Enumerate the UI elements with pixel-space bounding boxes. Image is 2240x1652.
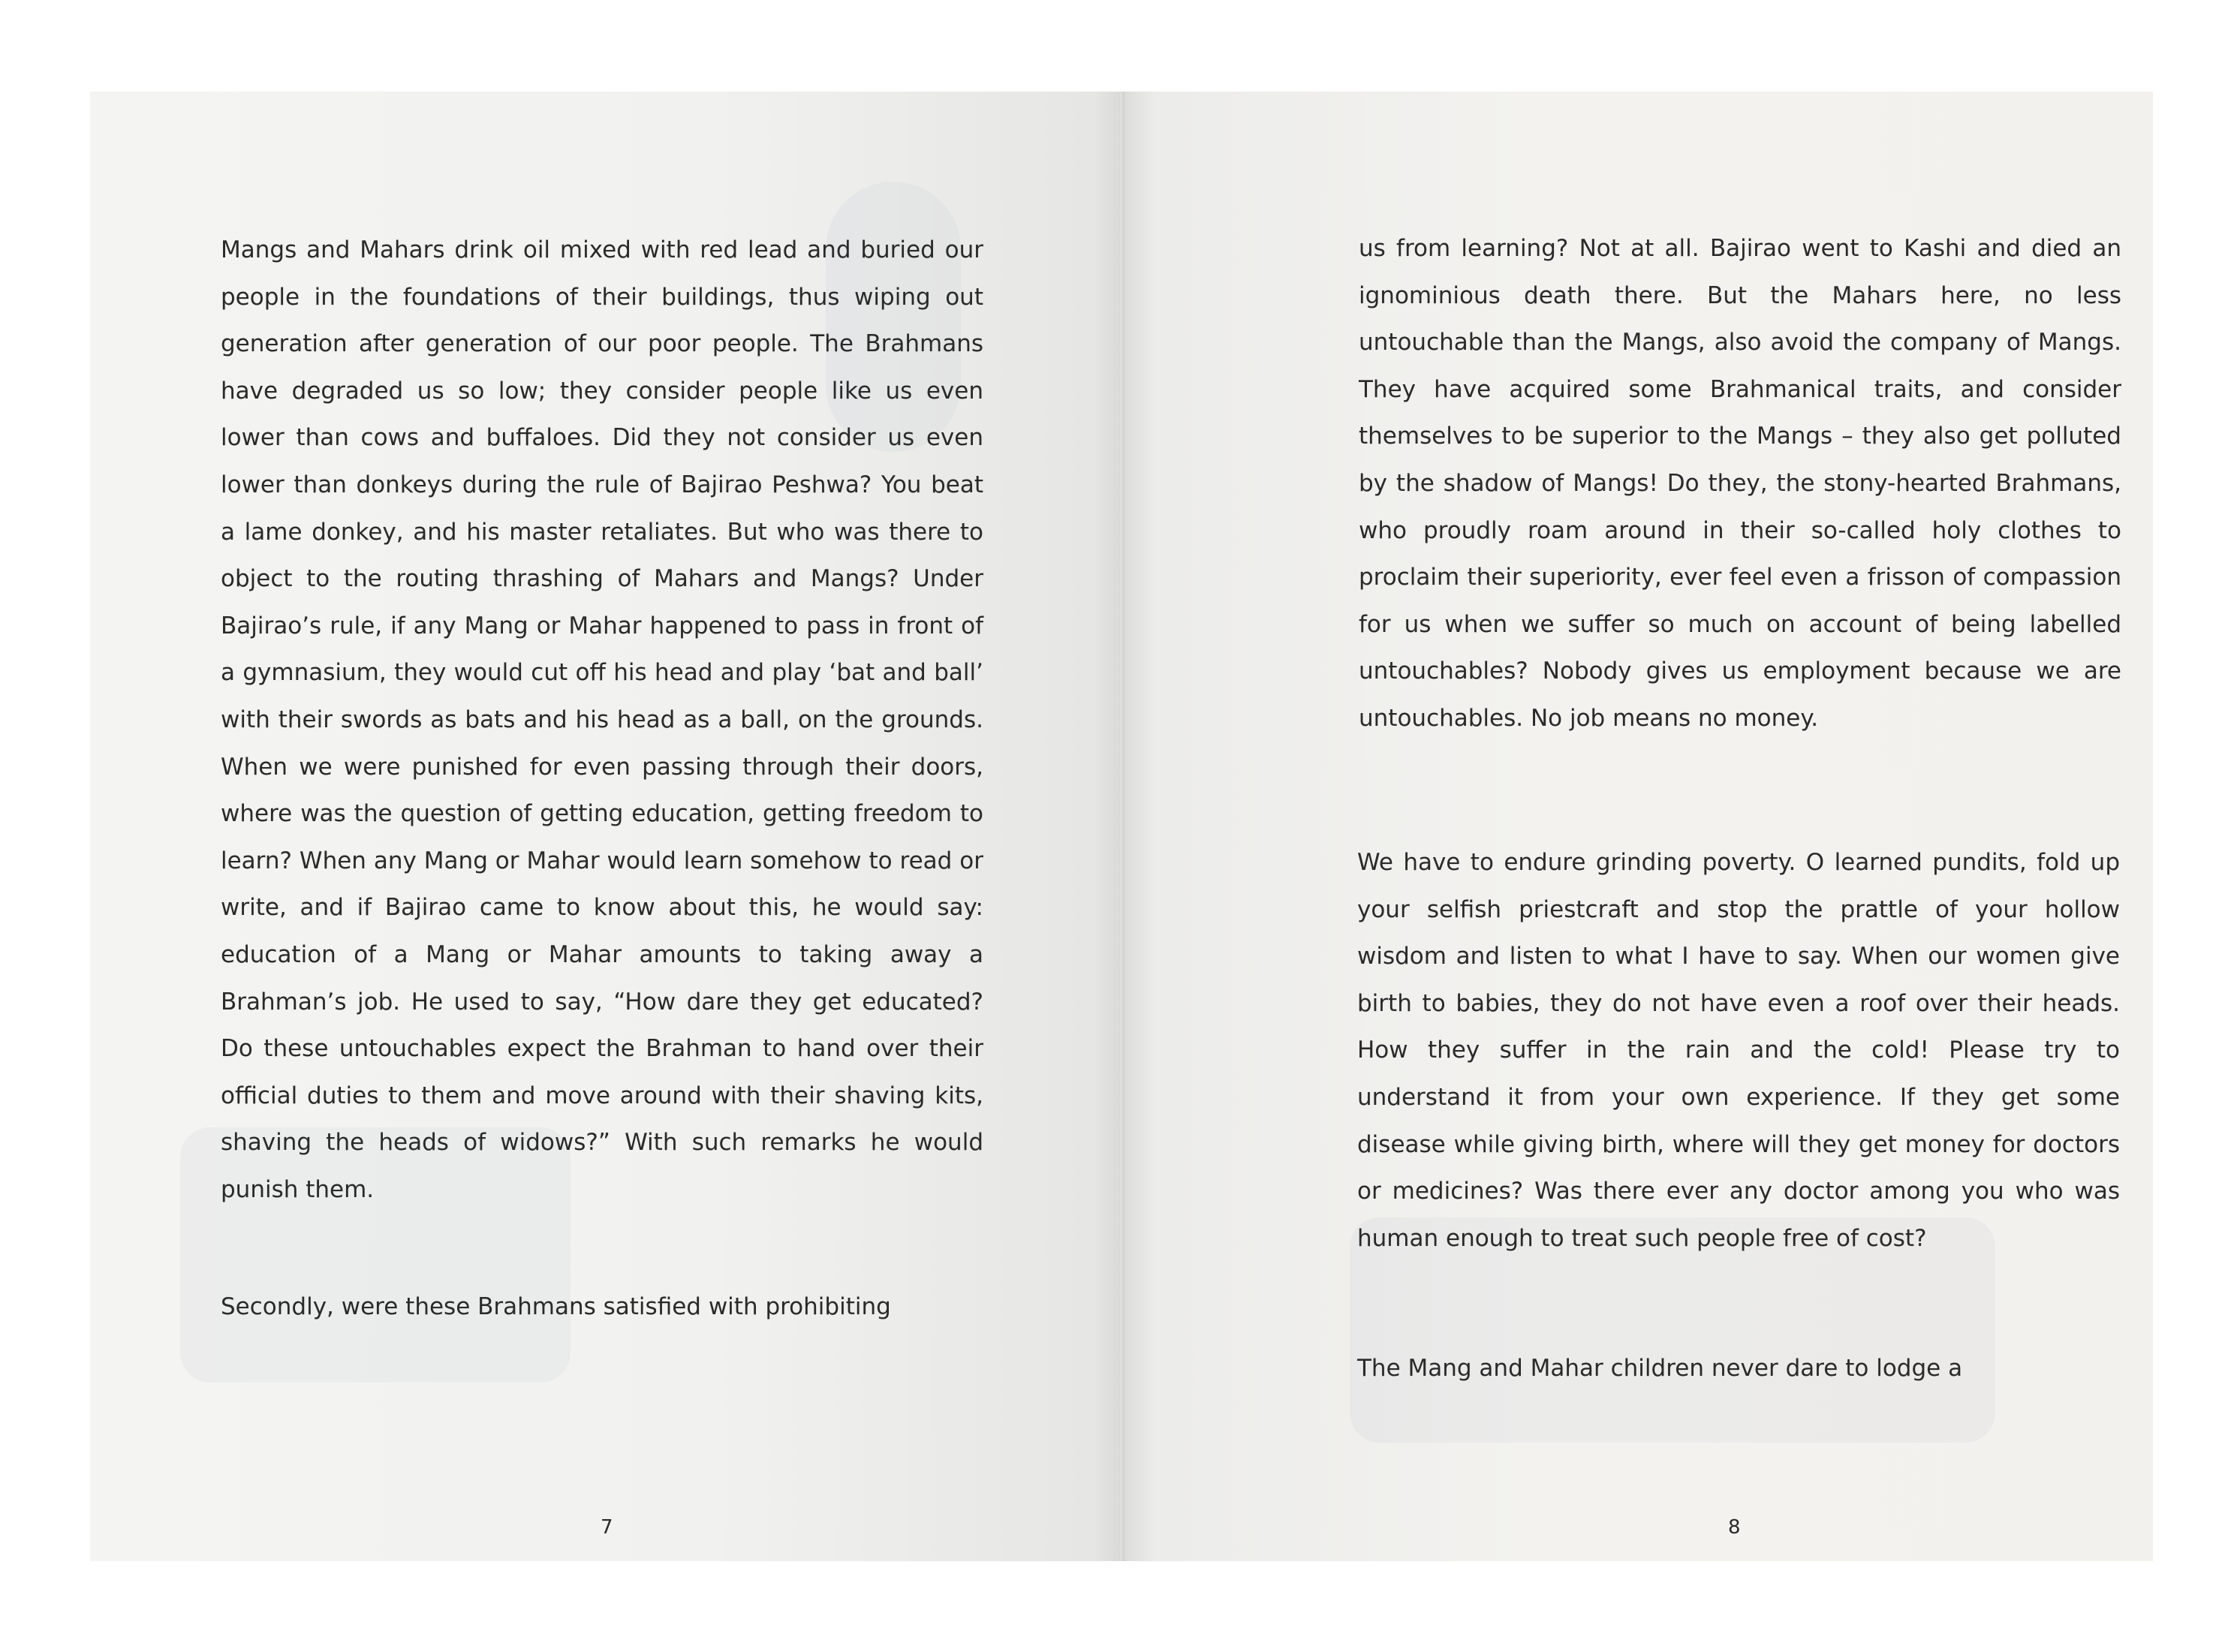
page-number-right: 8: [1728, 1516, 1741, 1539]
book-spread: [90, 92, 2153, 1561]
page-number-left: 7: [601, 1516, 613, 1539]
right-paragraph-3: The Mang and Mahar children never dare to lodge a: [1357, 1355, 1963, 1382]
right-paragraph-1: us from learning? Not at all. Bajirao went to Kashi and died an ignominious death there. But the Mahars here, no less untouchable than the Mangs, also avoid the company of Mangs. They have acquired some Brahmanical traits, and consider themselves to be superior to the Mangs – they also get polluted by the shadow of Mangs! Do they, the stony-hearted Brahmans, who proudly roam around in their so-called holy clothes to proclaim their superiority, ever feel even a frisson of compassion for us when we suffer so much on account of being labelled untouchables? Nobody gives us employment because we are untouchables. No job means no money.: [1359, 235, 2121, 732]
right-paragraph-2: We have to endure grinding poverty. O learned pundits, fold up your selfish priestcraft and stop the prattle of your hollow wisdom and listen to what I have to say. When our women give birth to babies, they do not have even a roof over their heads. How they suffer in the rain and the cold! Please try to understand it from your own experience. If they get some disease while giving birth, where will they get money for doctors or medicines? Was there ever any doctor among you who was human enough to treat such people free of cost?: [1357, 849, 2120, 1252]
right-page: [1125, 92, 2153, 1561]
left-page: [90, 92, 1125, 1561]
left-paragraph-1: Mangs and Mahars drink oil mixed with red lead and buried our people in the foundations of their buildings, thus wiping out generation after generation of our poor people. The Brahmans have degraded us so low; they consider people like us even lower than cows and buffaloes. Did they not consider us even lower than donkeys during the rule of Bajirao Peshwa? You beat a lame donkey, and his master retaliates. But who was there to object to the routing thrashing of Mahars and Mangs? Under Bajirao’s rule, if any Mang or Mahar happened to pass in front of a gymnasium, they would cut off his head and play ‘bat and ball’ with their swords as bats and his head as a ball, on the grounds. When we were punished for even passing through their doors, where was the question of getting education, getting freedom to learn? When any Mang or Mahar would learn somehow to read or write, and if Bajirao came to know about this, he would say: education of a Mang or Mahar amounts to taking away a Brahman’s job. He used to say, “How dare they get educated? Do these untouchables expect the Brahman to hand over their official duties to them and move around with their shaving kits, shaving the heads of widows?” With such remarks he would punish them.: [221, 236, 983, 1203]
left-paragraph-2: Secondly, were these Brahmans satisfied with prohibiting: [221, 1293, 891, 1320]
